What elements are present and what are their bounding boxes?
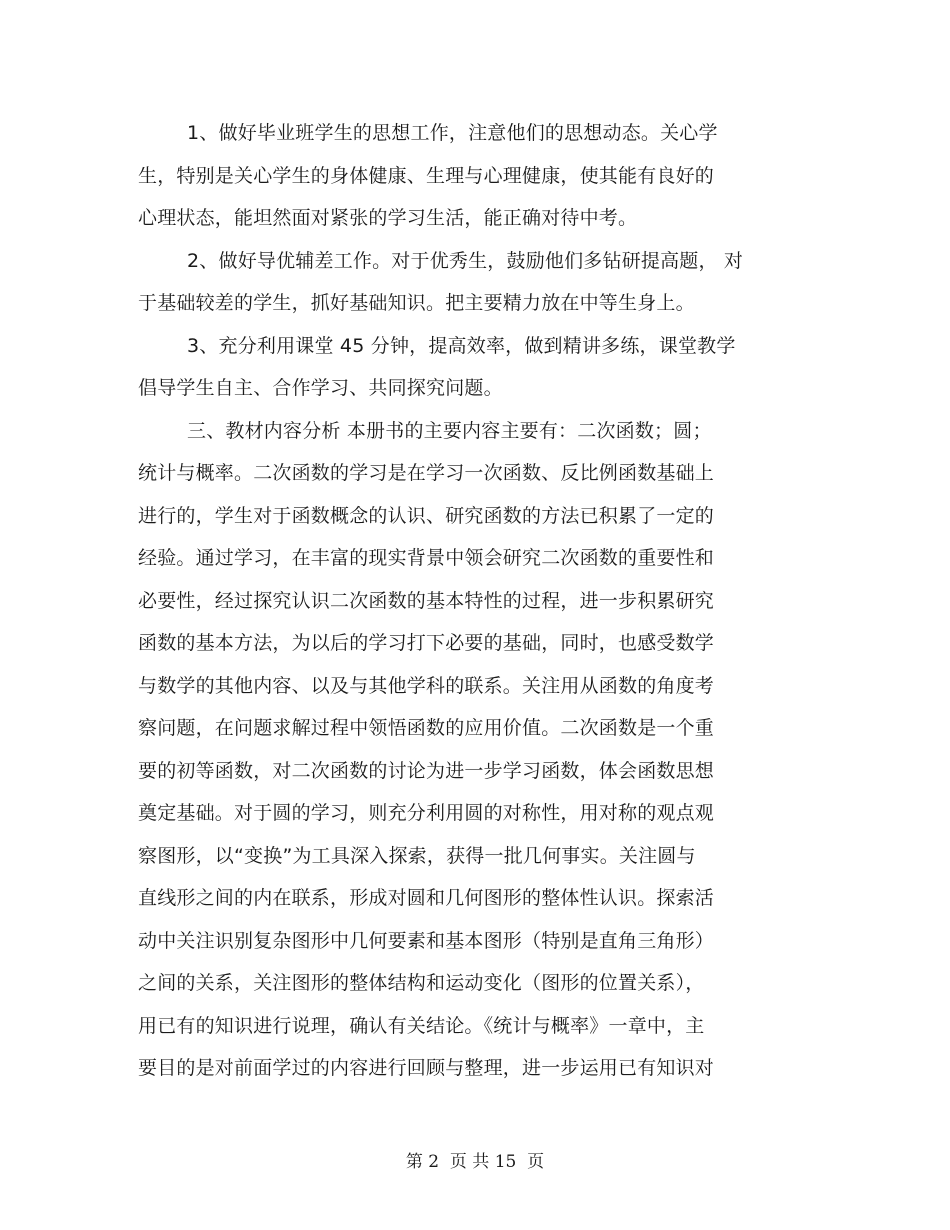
page-number-footer: 第 2 页 共 15 页: [405, 1152, 545, 1172]
text-line: 用已有的知识进行说理，确认有关结论。《统计与概率》一章中，主: [138, 1014, 705, 1037]
text-line: 生，特别是关心学生的身体健康、生理与心理健康，使其能有良好的: [138, 164, 715, 187]
text-line: 直线形之间的内在联系，形成对圆和几何图形的整体性认识。探索活: [138, 887, 715, 909]
text-line: 1、做好毕业班学生的思想工作，注意他们的思想动态。关心学: [187, 122, 718, 144]
text-line: 进行的，学生对于函数概念的认识、研究函数的方法已积累了一定的: [138, 504, 715, 527]
text-line: 心理状态，能坦然面对紧张的学习生活，能正确对待中考。: [138, 207, 638, 229]
text-line: 要的初等函数，对二次函数的讨论为进一步学习函数，体会函数思想: [138, 759, 715, 782]
text-line: 于基础较差的学生，抓好基础知识。把主要精力放在中等生身上。: [138, 292, 695, 314]
text-line: 必要性，经过探究认识二次函数的基本特性的过程，进一步积累研究: [138, 589, 715, 612]
body-text: [138, 112, 798, 1090]
text-line: 察问题，在问题求解过程中领悟函数的应用价值。二次函数是一个重: [138, 717, 715, 739]
text-line: 之间的关系，关注图形的整体结构和运动变化（图形的位置关系），: [138, 972, 705, 994]
text-line: 倡导学生自主、合作学习、共同探究问题。: [138, 377, 503, 399]
text-line: 统计与概率。二次函数的学习是在学习一次函数、反比例函数基础上: [138, 462, 715, 484]
text-line: 3、充分利用课堂 45 分钟，提高效率，做到精讲多练，课堂教学: [187, 334, 736, 357]
text-line: 2、做好导优辅差工作。对于优秀生，鼓励他们多钻研提高题， 对: [187, 249, 744, 272]
text-line: 三、教材内容分析 本册书的主要内容主要有：二次函数；圆；: [187, 419, 712, 442]
text-line: 察图形，以“变换”为工具深入探索，获得一批几何事实。关注圆与: [138, 844, 696, 867]
text-line: 奠定基础。对于圆的学习，则充分利用圆的对称性，用对称的观点观: [138, 802, 715, 824]
text-line: 动中关注识别复杂图形中几何要素和基本图形（特别是直角三角形）: [138, 929, 715, 952]
text-line: 要目的是对前面学过的内容进行回顾与整理，进一步运用已有知识对: [138, 1057, 715, 1079]
text-line: 与数学的其他内容、以及与其他学科的联系。关注用从函数的角度考: [138, 674, 715, 697]
text-line: 函数的基本方法，为以后的学习打下必要的基础，同时，也感受数学: [138, 632, 715, 654]
text-line: 经验。通过学习，在丰富的现实背景中领会研究二次函数的重要性和: [138, 547, 715, 569]
